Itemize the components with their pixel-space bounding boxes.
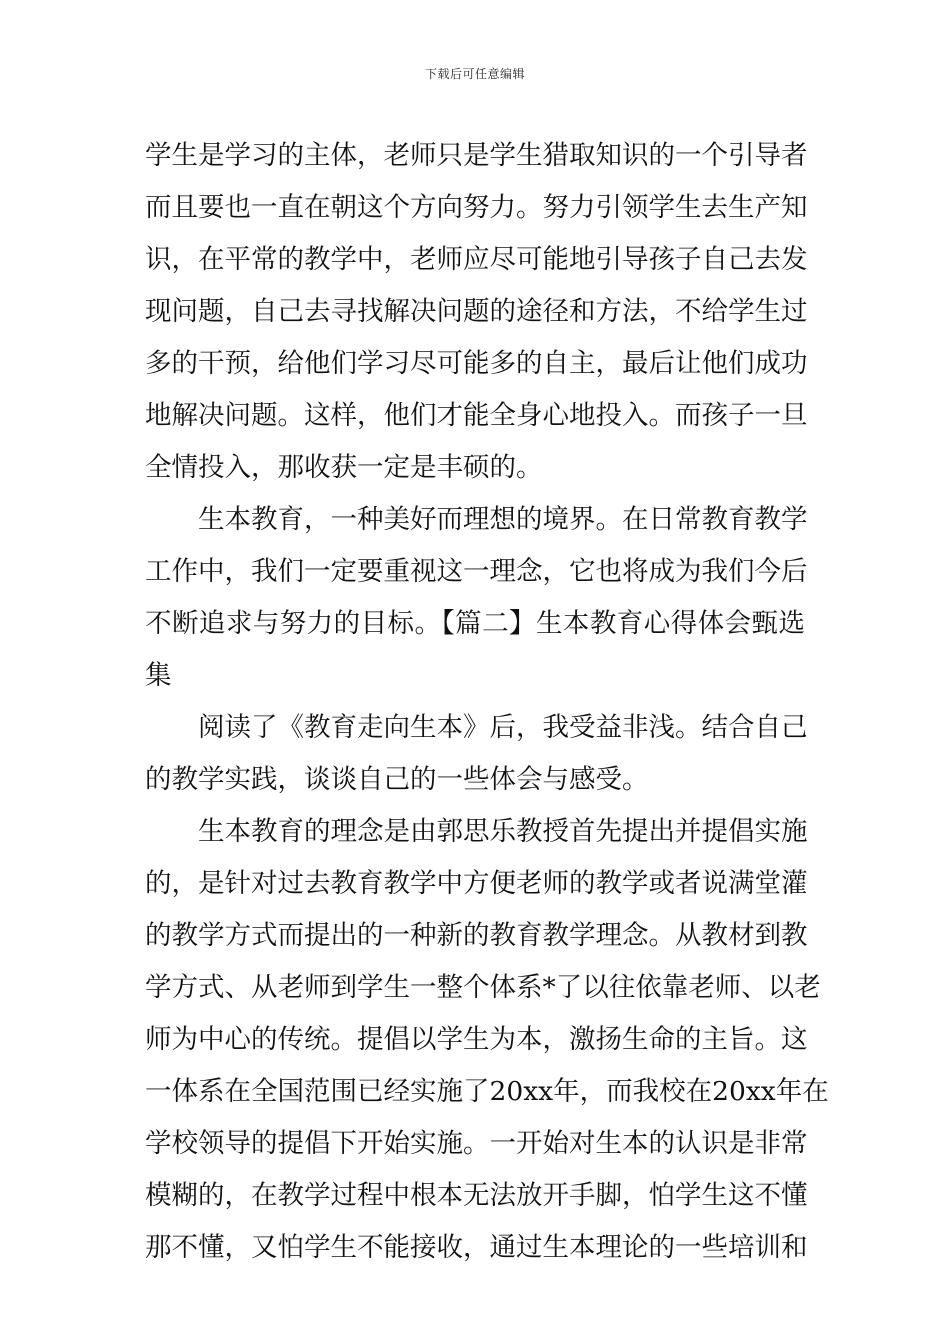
text-line: 阅读了《教育走向生本》后，我受益非浅。结合自己 [198,712,808,743]
text-line: 不断追求与努力的目标。【篇二】生本教育心得体会甄选 [145,608,805,639]
text-line: 识，在平常的教学中，老师应尽可能地引导孩子自己去发 [145,244,808,275]
text-line: 的教学实践，谈谈自己的一些体会与感受。 [145,764,649,795]
text-line: 那不懂，又怕学生不能接收，通过生本理论的一些培训和 [145,1232,808,1263]
text-line: 工作中，我们一定要重视这一理念，它也将成为我们今后 [145,556,808,587]
text-line: 学生是学习的主体，老师只是学生猎取知识的一个引导者 [145,140,808,171]
text-line: 的教学方式而提出的一种新的教育教学理念。从教材到教 [145,920,808,951]
text-line: 生本教育的理念是由郭思乐教授首先提出并提倡实施 [198,816,808,847]
body-text [145,130,829,1274]
text-line: 集 [145,660,172,691]
text-line: 学方式、从老师到学生一整个体系*了以往依靠老师、以老 [145,972,821,1003]
text-line: 地解决问题。这样，他们才能全身心地投入。而孩子一旦 [145,400,808,431]
text-line: 学校领导的提倡下开始实施。一开始对生本的认识是非常 [145,1128,808,1159]
text-line: 现问题，自己去寻找解决问题的途径和方法，不给学生过 [145,296,808,327]
text-line: 多的干预，给他们学习尽可能多的自主，最后让他们成功 [145,348,808,379]
text-line: 而且要也一直在朝这个方向努力。努力引领学生去生产知 [145,192,808,223]
page-header: 下载后可任意编辑 [424,67,525,81]
text-line: 模糊的，在教学过程中根本无法放开手脚，怕学生这不懂 [145,1180,808,1211]
text-line: 师为中心的传统。提倡以学生为本，激扬生命的主旨。这 [145,1024,808,1055]
text-line: 一体系在全国范围已经实施了20xx年，而我校在20xx年在 [145,1076,829,1107]
text-line: 生本教育，一种美好而理想的境界。在日常教育教学 [198,504,808,535]
text-line: 的，是针对过去教育教学中方便老师的教学或者说满堂灌 [145,868,808,899]
text-line: 全情投入，那收获一定是丰硕的。 [145,452,543,483]
